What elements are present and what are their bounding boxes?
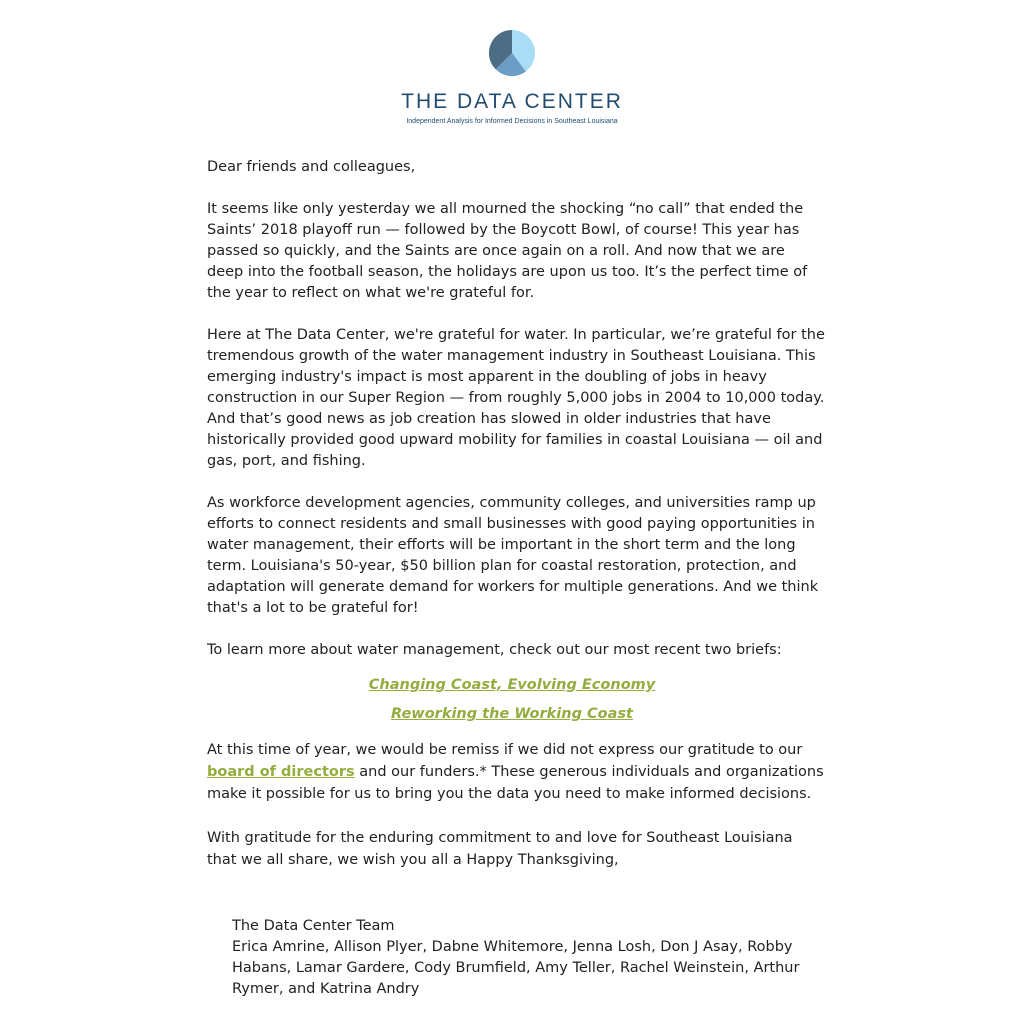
letter-paragraph: It seems like only yesterday we all mourned the shocking “no call” that ended the Saints’ 2018 playoff run — followed by the Boycott Bowl, of course! This year has passed so quickly, and the Saints are once again on a roll. And now that we are deep into the football season, the holidays are upon us too. It’s the perfect time of the year to reflect on what we're grateful for. xyxy=(207,201,808,301)
organization-tagline: Independent Analysis for Informed Decisions in Southeast Louisiana xyxy=(406,118,618,125)
gratitude-text-after-link: and our funders.* These generous individuals and organizations make it possible for us to bring you the data you need to make informed decisions. xyxy=(207,764,824,802)
letter-paragraph: Here at The Data Center, we're grateful for water. In particular, we’re grateful for the tremendous growth of the water management industry in Southeast Louisiana. This emerging industry's impact is most apparent in the doubling of jobs in heavy construction in our Super Region — from roughly 5,000 jobs in 2004 to 10,000 today. And that’s good news as job creation has slowed in older industries that have historically provided good upward mobility for families in coastal Louisiana — oil and gas, port, and fishing. xyxy=(207,327,825,469)
letter-paragraph: As workforce development agencies, community colleges, and universities ramp up efforts to connect residents and small businesses with good paying opportunities in water management, their efforts will be important in the short term and the long term. Louisiana's 50-year, $50 billion plan for coastal restoration, protection, and adaptation will generate demand for workers for multiple generations. And we think that's a lot to be grateful for! xyxy=(207,495,819,616)
organization-name: THE DATA CENTER xyxy=(401,90,623,113)
pie-chart-logo-icon xyxy=(487,28,537,78)
team-member-names: Erica Amrine, Allison Plyer, Dabne Whitemore, Jenna Losh, Don J Asay, Robby Habans, Lamar Gardere, Cody Brumfield, Amy Teller, Rachel Weinstein, Arthur Rymer, and Katrina Andry xyxy=(232,939,800,997)
board-of-directors-link[interactable]: board of directors xyxy=(207,764,355,780)
gratitude-paragraph xyxy=(207,739,825,805)
signature-block xyxy=(232,916,812,1000)
closing-paragraph: With gratitude for the enduring commitment to and love for Southeast Louisiana that we all share, we wish you all a Happy Thanksgiving, xyxy=(207,830,793,868)
gratitude-text-before-link: At this time of year, we would be remiss if we did not express our gratitude to our xyxy=(207,742,803,758)
letter-paragraph: To learn more about water management, check out our most recent two briefs: xyxy=(207,642,782,658)
reworking-coast-brief-link[interactable]: Reworking the Working Coast xyxy=(391,706,633,722)
signature-title: The Data Center Team xyxy=(232,918,395,934)
changing-coast-brief-link[interactable]: Changing Coast, Evolving Economy xyxy=(368,677,656,693)
salutation: Dear friends and colleagues, xyxy=(207,159,416,175)
header-logo xyxy=(0,28,1024,138)
